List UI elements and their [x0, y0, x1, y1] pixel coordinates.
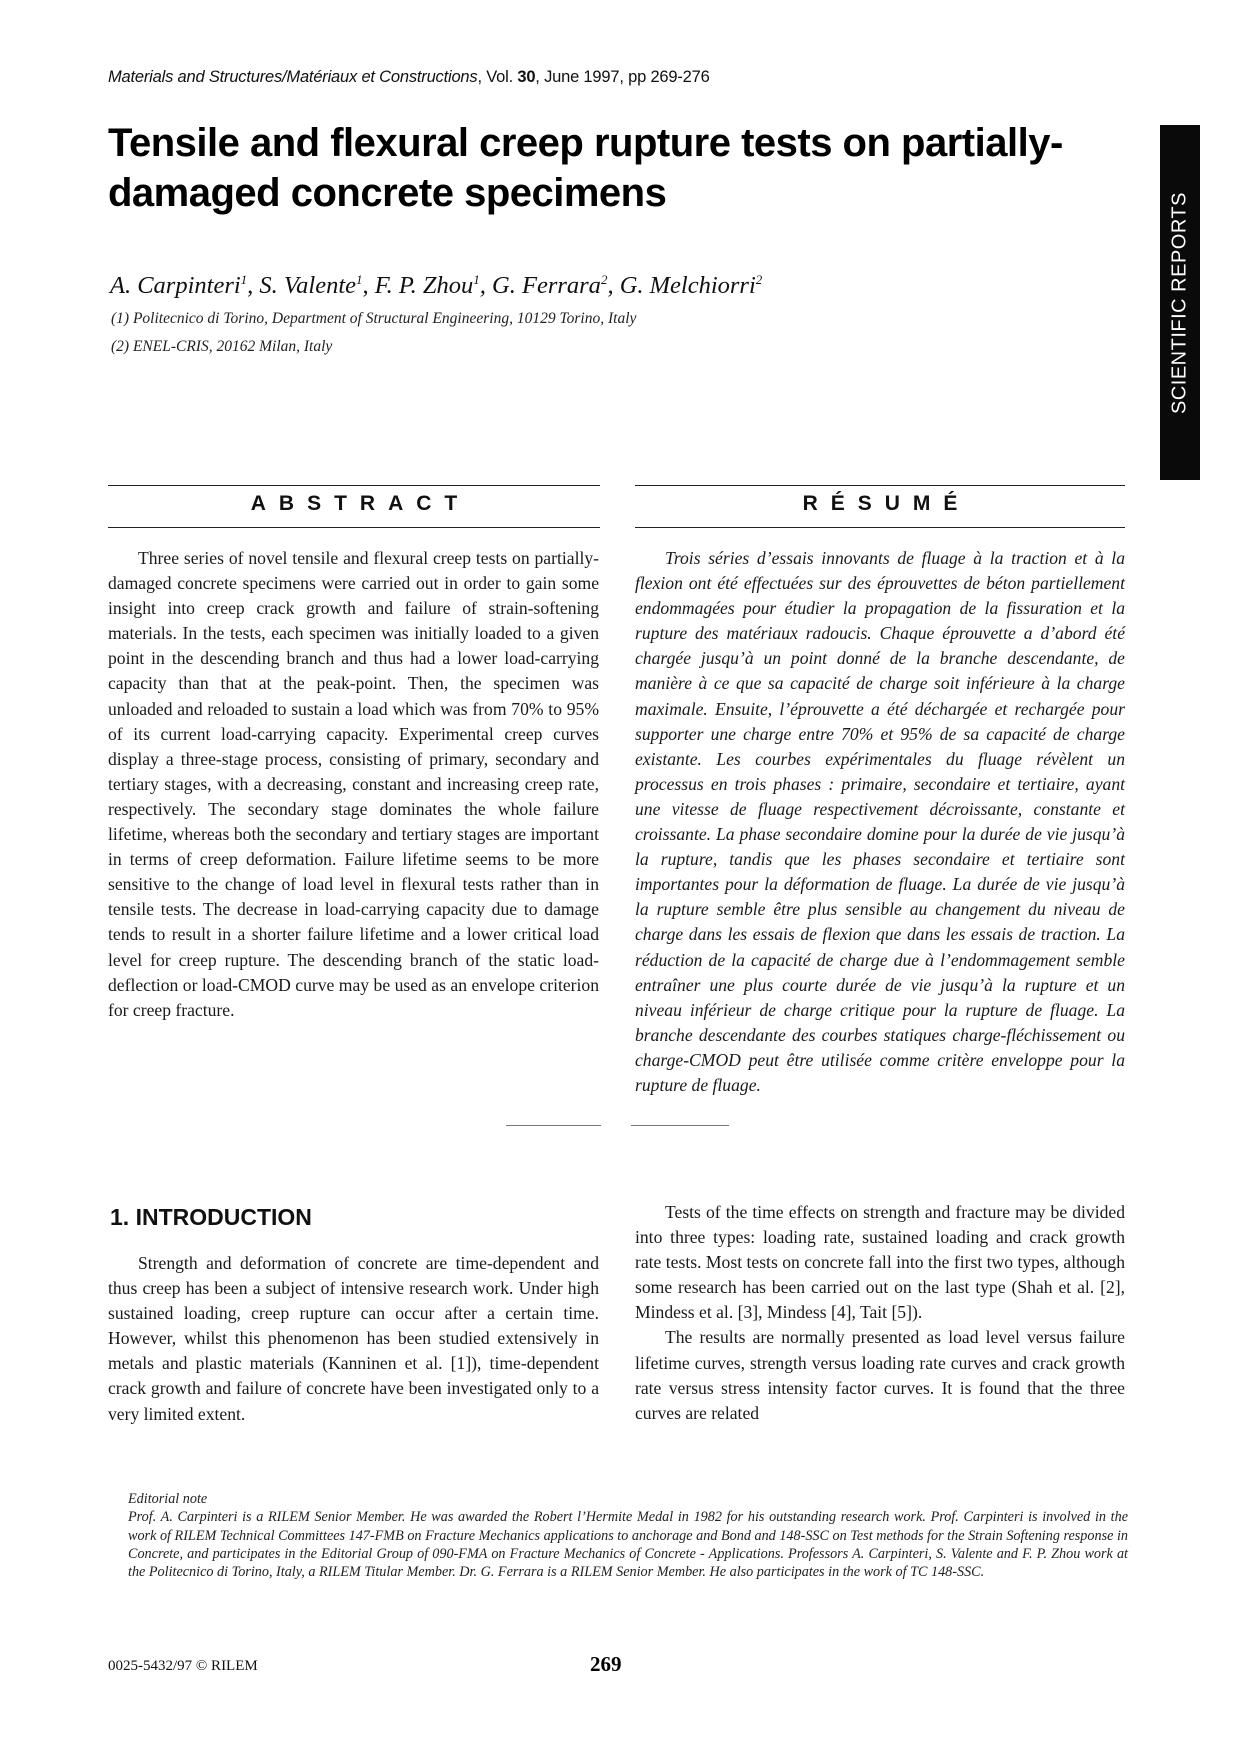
section-divider-left — [506, 1125, 601, 1126]
introduction-heading: 1. INTRODUCTION — [110, 1204, 312, 1230]
author: F. P. Zhou$^1$, — [374, 272, 493, 299]
affiliation: (1) Politecnico di Torino, Department of Structural Engineering, 10129 Torino, Italy — [111, 310, 637, 327]
abstract-heading: ABSTRACT — [250, 492, 471, 515]
affiliation: (2) ENEL-CRIS, 20162 Milan, Italy — [111, 338, 333, 355]
journal-citation: Materials and Structures/Matériaux et Constructions, Vol. 30, June 1997, pp 269-276 — [108, 68, 710, 86]
editorial-note — [128, 1490, 1128, 1581]
abstract-body: Three series of novel tensile and flexural creep tests on partially-damaged concrete specimens were carried out in order to gain some insight into creep crack growth and failure of strain-softening materials. In the tests, each specimen was initially loaded to a given point in the descending branch and thus had a lower load-carrying capacity than that at the peak-point. Then, the specimen was unloaded and reloaded to sustain a load which was from 70% to 95% of its current load-carrying capacity. Experimental creep curves display a three-stage process, consisting of primary, secondary and tertiary stages, with a decreasing, constant and increasing creep rate, respectively. The secondary stage dominates the whole failure lifetime, whereas both the secondary and tertiary stages are important in terms of creep deformation. Failure lifetime seems to be more sensitive to the change of load level in flexural tests rather than in tensile tests. The decrease in load-carrying capacity due to damage tends to result in a shorter failure lifetime and a lower critical load level for creep rupture. The descending branch of the static load-deflection or load-CMOD curve may be used as an envelope criterion for creep fracture. — [108, 548, 599, 1020]
author: S. Valente$^1$, — [259, 272, 375, 299]
paper-title: Tensile and flexural creep rupture tests on partially- damaged concrete specimens — [108, 121, 1063, 215]
resume-heading: RÉSUMÉ — [802, 492, 971, 515]
resume-top-rule — [635, 485, 1125, 486]
side-tab-label: SCIENTIFIC REPORTS — [1168, 191, 1191, 414]
issn-copyright: 0025-5432/97 © RILEM — [108, 1658, 258, 1674]
page-number: 269 — [590, 1652, 622, 1676]
section-side-tab — [1160, 125, 1200, 480]
volume-number: 30 — [517, 68, 536, 86]
issue-info: , June 1997, pp 269-276 — [535, 68, 710, 86]
author-list — [110, 272, 762, 300]
abstract-top-rule — [108, 485, 600, 486]
introduction-left-column: Strength and deformation of concrete are time-dependent and thus creep has been a subject of intensive research work. Under high sustained loading, creep rupture can occur after a certain time. However, whilst this phenomenon has been studied extensively in metals and plastic materials (Kanninen et al. [1]), time-dependent crack growth and failure of concrete have been investigated only to a very limited extent. — [108, 1253, 599, 1424]
resume-body: Trois séries d’essais innovants de fluage à la traction et à la flexion ont été effectuées sur des éprouvettes de béton partiellement endommagées pour étudier la propagation de la fissuration et la rupture des matériaux radoucis. Chaque éprouvette a d’abord été chargée jusqu’à un point donné de la branche descendante, de manière à ce que sa capacité de charge soit inférieure à la charge maximale. Ensuite, l’éprouvette a été déchargée et rechargée pour supporter une charge entre 70% et 95% de sa capacité de charge existante. Les courbes expérimentales du fluage révèlent un processus en trois phases : primaire, secondaire et tertiaire, ayant une vitesse de fluage respectivement décroissante, constante et croissante. La phase secondaire domine pour la durée de vie jusqu’à la rupture, tandis que les phases secondaire et tertiaire sont importantes pour la déformation de fluage. La durée de vie jusqu’à la rupture semble être plus sensible au changement du niveau de charge dans les essais de flexion que dans les essais de traction. La réduction de la capacité de charge due à l’endommagement semble entraîner une plus courte durée de vie jusqu’à la rupture et un niveau inférieur de charge critique pour la rupture de fluage. La branche descendante des courbes statiques charge-fléchissement ou charge-CMOD peut être utilisée comme critère enveloppe pour la rupture de fluage. — [635, 548, 1125, 1095]
author: G. Ferrara$^2$, — [492, 272, 620, 299]
editorial-note-text: Prof. A. Carpinteri is a RILEM Senior Member. He was awarded the Robert l’Hermite Medal in 1982 for his outstanding research work. Prof. Carpinteri is involved in the work of RILEM Technical Committees 147-FMB on Fracture Mechanics applications to anchorage and Bond and 148-SSC on Test methods for the Strain Softening response in Concrete, and participates in the Editorial Group of 090-FMA on Fracture Mechanics of Concrete - Applications. Professors A. Carpinteri, S. Valente and F. P. Zhou work at the Politecnico di Torino, Italy, a RILEM Titular Member. Dr. G. Ferrara is a RILEM Senior Member. He also participates in the work of TC 148-SSC. — [128, 1509, 1128, 1581]
editorial-note-heading: Editorial note — [128, 1491, 208, 1507]
section-divider-right — [631, 1125, 729, 1126]
introduction-right-column: Tests of the time effects on strength and fracture may be divided into three types: loading rate, sustained loading and crack growth rate tests. Most tests on concrete fall into the first two types, although some research has been carried out on the last type (Shah et al. [2], Mindess et al. [3], Mindess [4], Tait [5]). The results are normally presented as load level versus failure lifetime curves, strength versus loading rate curves and crack growth rate versus stress intensity factor curves. It is found that the three curves are related — [635, 1202, 1125, 1423]
resume-bottom-rule — [635, 527, 1125, 528]
author: G. Melchiorri$^2$ — [619, 272, 763, 299]
author: A. Carpinteri$^1$, — [110, 272, 260, 299]
journal-name: Materials and Structures/Matériaux et Constructions — [108, 68, 478, 86]
abstract-bottom-rule — [108, 527, 600, 528]
